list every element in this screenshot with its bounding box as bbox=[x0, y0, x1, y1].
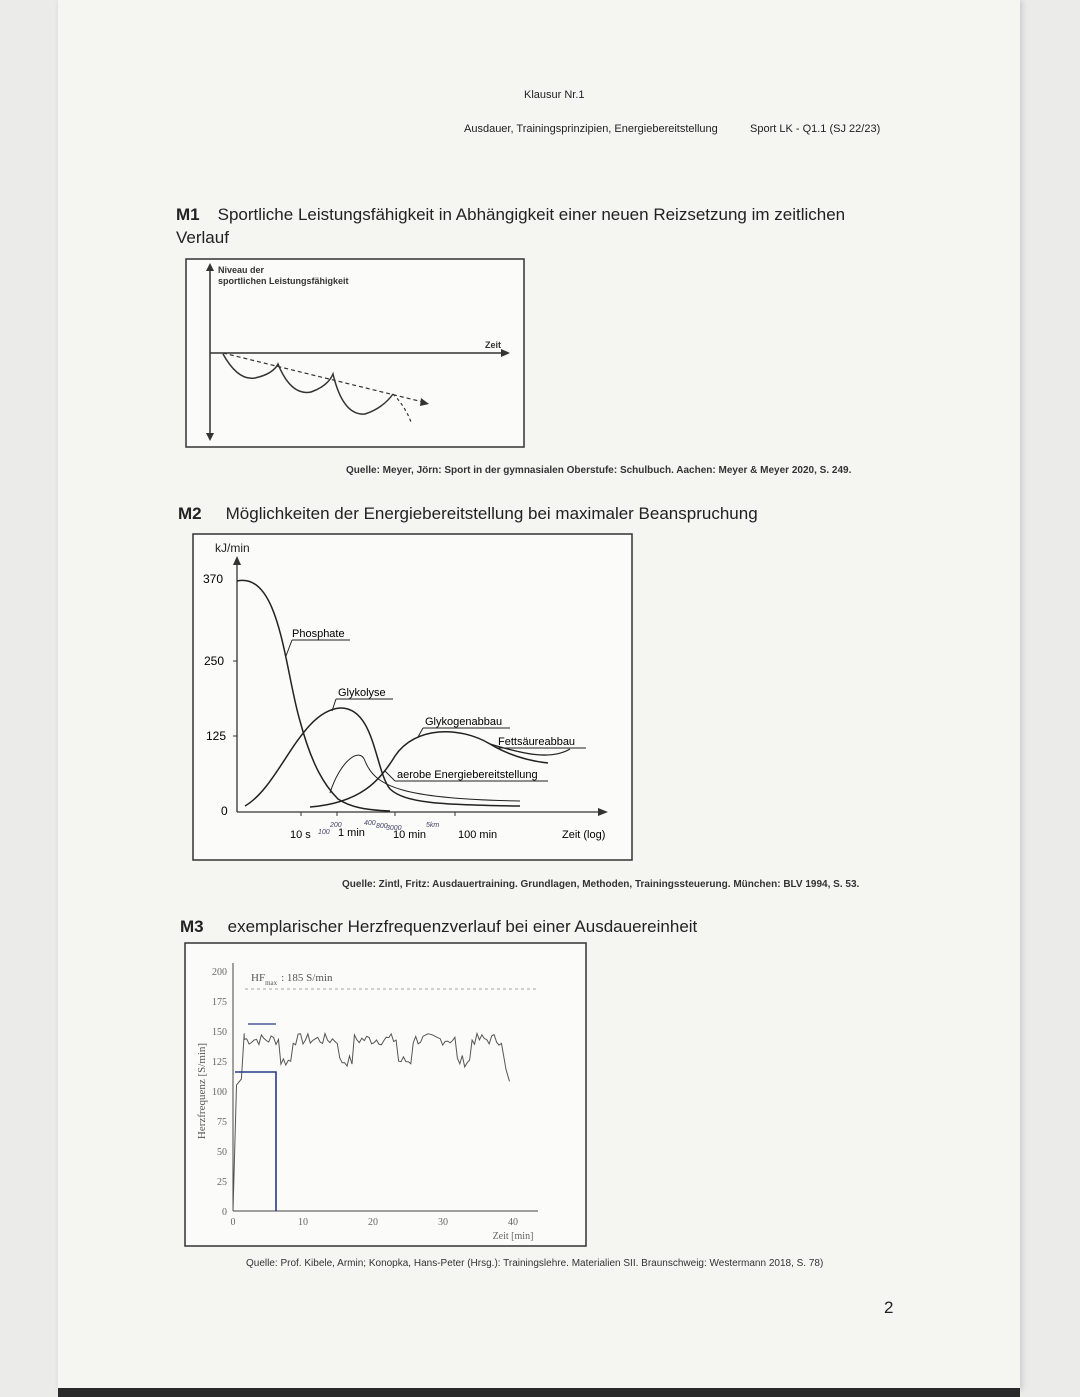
m2-title: Möglichkeiten der Energiebereitstellung bei maximaler Beanspruchung bbox=[225, 504, 758, 523]
m1-heading bbox=[176, 205, 845, 225]
m2-x-label: Zeit (log) bbox=[562, 829, 606, 841]
m2-xtick-10min: 10 min bbox=[393, 829, 427, 841]
m3-title: exemplarischer Herzfrequenzverlauf bei einer Ausdauereinheit bbox=[227, 917, 698, 936]
m2-label-fettsaeure: Fettsäureabbau bbox=[498, 736, 576, 748]
m2-hand-3000: 3000 bbox=[386, 825, 402, 832]
m2-label-phosphate: Phosphate bbox=[292, 628, 345, 640]
m2-label-glykogenabbau: Glykogenabbau bbox=[425, 716, 503, 728]
m3-hfmax-sub: max bbox=[265, 979, 278, 987]
m3-heading bbox=[180, 917, 697, 937]
m3-hfmax-value: : 185 S/min bbox=[281, 972, 333, 984]
m2-frame bbox=[193, 534, 632, 860]
page-number: 2 bbox=[884, 1298, 894, 1317]
m2-label-glykolyse: Glykolyse bbox=[338, 687, 386, 699]
exam-subtitle: Ausdauer, Trainingsprinzipien, Energiebereitstellung bbox=[464, 123, 718, 135]
m2-xtick-1min: 1 min bbox=[338, 827, 365, 839]
m3-ytick-label: 150 bbox=[212, 1027, 227, 1038]
m2-hand-200: 200 bbox=[330, 822, 342, 829]
m3-hfmax-hf: HF bbox=[251, 972, 266, 984]
m3-ytick-label: 50 bbox=[217, 1147, 227, 1158]
m3-ytick-label: 25 bbox=[217, 1177, 227, 1188]
m3-ytick-label: 125 bbox=[212, 1057, 227, 1068]
m2-label-aerob: aerobe Energiebereitstellung bbox=[397, 769, 538, 781]
m3-ytick-label: 175 bbox=[212, 997, 227, 1008]
m3-x-label: Zeit [min] bbox=[492, 1231, 534, 1242]
course-label: Sport LK - Q1.1 (SJ 22/23) bbox=[750, 123, 881, 135]
m3-ytick-label: 75 bbox=[217, 1117, 227, 1128]
m2-label: M2 bbox=[178, 504, 202, 523]
m3-source: Quelle: Prof. Kibele, Armin; Konopka, Hans-Peter (Hrsg.): Trainingslehre. Materialien SII. Braunschweig: Westermann 2018, S. 78) bbox=[246, 1258, 824, 1269]
m2-heading bbox=[178, 504, 758, 524]
exam-title: Klausur Nr.1 bbox=[524, 89, 585, 101]
m3-xtick-label: 40 bbox=[508, 1217, 518, 1228]
m2-hand-800: 800 bbox=[376, 823, 388, 830]
m1-label: M1 bbox=[176, 205, 200, 224]
m2-ytick-125: 125 bbox=[206, 729, 227, 743]
m2-figure bbox=[190, 531, 635, 863]
m1-source: Quelle: Meyer, Jörn: Sport in der gymnasialen Oberstufe: Schulbuch. Aachen: Meyer & Meyer 2020, S. 249. bbox=[346, 465, 852, 476]
m3-frame bbox=[185, 943, 586, 1246]
m2-hand-5km: 5km bbox=[426, 822, 440, 829]
m2-hand-400: 400 bbox=[364, 820, 376, 827]
m2-ytick-0: 0 bbox=[221, 804, 228, 818]
m3-xtick-label: 30 bbox=[438, 1217, 448, 1228]
m3-label: M3 bbox=[180, 917, 204, 936]
m2-hand-100: 100 bbox=[318, 829, 330, 836]
m1-figure bbox=[183, 256, 528, 451]
m3-xtick-label: 0 bbox=[230, 1217, 236, 1228]
m3-figure bbox=[183, 941, 588, 1248]
m2-source: Quelle: Zintl, Fritz: Ausdauertraining. Grundlagen, Methoden, Trainingssteuerung. München: BLV 1994, S. 53. bbox=[342, 879, 860, 890]
m3-ytick-label: 100 bbox=[212, 1087, 227, 1098]
m1-y-label-2: sportlichen Leistungsfähigkeit bbox=[218, 276, 349, 286]
m3-xtick-label: 10 bbox=[298, 1217, 308, 1228]
m2-xtick-100min: 100 min bbox=[458, 829, 498, 841]
m2-ytick-370: 370 bbox=[203, 572, 224, 586]
m3-xtick-label: 20 bbox=[368, 1217, 378, 1228]
m3-ytick-label: 0 bbox=[222, 1207, 227, 1218]
m1-title-line1: Sportliche Leistungsfähigkeit in Abhängigkeit einer neuen Reizsetzung im zeitlichen bbox=[217, 205, 846, 224]
m1-title-line2: Verlauf bbox=[176, 228, 229, 247]
m2-y-unit: kJ/min bbox=[215, 541, 250, 555]
m3-ytick-label: 200 bbox=[212, 967, 227, 978]
m1-y-label-1: Niveau der bbox=[218, 265, 265, 275]
m2-xtick-10s: 10 s bbox=[290, 829, 311, 841]
m1-x-label: Zeit bbox=[485, 340, 502, 350]
m3-y-label: Herzfrequenz [S/min] bbox=[196, 1042, 208, 1140]
m2-ytick-250: 250 bbox=[204, 654, 225, 668]
scanner-edge bbox=[58, 1388, 1020, 1397]
